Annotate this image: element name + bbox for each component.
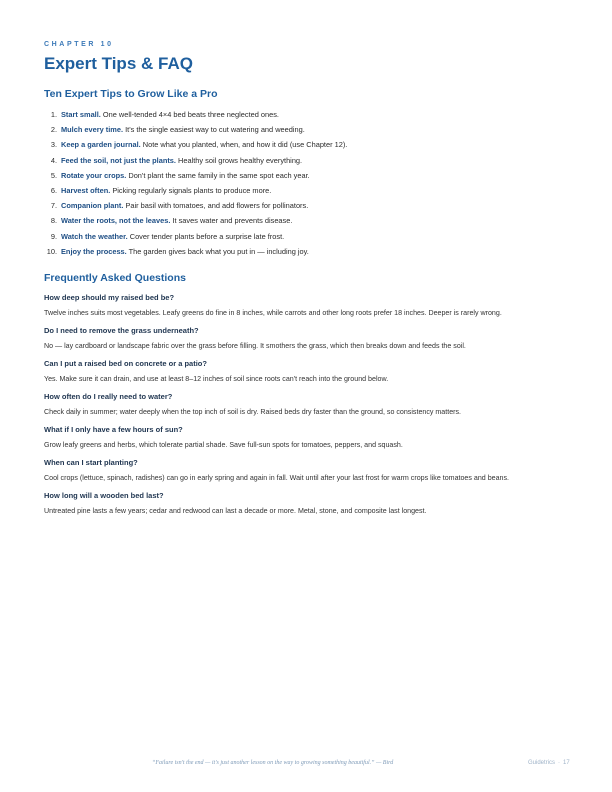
faq-question: What if I only have a few hours of sun?: [44, 425, 183, 435]
footer-quote: “Failure isn't the end — it's just another lesson on the way to growing something beautiful.” — Bird: [152, 760, 394, 766]
tip-heading: Rotate your crops.: [61, 170, 127, 180]
tip-item: [44, 244, 568, 259]
faq-answer: Cool crops (lettuce, spinach, radishes) can go in early spring and again in fall. Wait until after your last frost for warm crops like tomatoes and beans.: [44, 474, 509, 483]
faq-answer: Check daily in summer; water deeply when the top inch of soil is dry. Raised beds dry faster than the ground, so consistency matters.: [44, 408, 462, 417]
tip-item: [44, 229, 568, 244]
faq-answer: No — lay cardboard or landscape fabric over the grass before filling. It smothers the grass, which then breaks down and feeds the soil.: [44, 342, 466, 351]
tip-text: Cover tender plants before a surprise late frost.: [127, 231, 285, 241]
faq-question: Do I need to remove the grass underneath?: [44, 326, 199, 336]
chapter-label: CHAPTER 10: [44, 41, 114, 48]
footer-brand: Guidetrics: [528, 760, 556, 766]
faq-question: How deep should my raised bed be?: [44, 293, 175, 303]
tip-number: 7.: [50, 201, 57, 211]
faq-item: [44, 457, 568, 483]
tip-text: Healthy soil grows healthy everything.: [175, 155, 303, 165]
tip-item: [44, 107, 568, 122]
tip-heading: Enjoy the process.: [61, 246, 127, 256]
tip-item: [44, 153, 568, 168]
tip-heading: Mulch every time.: [61, 125, 124, 135]
tip-text: One well-tended 4×4 bed beats three neglected ones.: [100, 110, 279, 119]
faq-item: [44, 358, 568, 384]
tip-heading: Harvest often.: [61, 186, 111, 196]
tip-text: Note what you planted, when, and how it did (use Chapter 12).: [140, 140, 348, 150]
tip-number: 9.: [50, 231, 57, 241]
faq-answer: Yes. Make sure it can drain, and use at least 8–12 inches of soil since roots can't reach into the ground below.: [44, 375, 389, 384]
tip-heading: Keep a garden journal.: [61, 140, 141, 150]
faq-question: Can I put a raised bed on concrete or a patio?: [44, 359, 207, 369]
footer-separator: ·: [558, 760, 561, 766]
tip-number: 5.: [50, 170, 57, 180]
chapter-title: Expert Tips & FAQ: [44, 54, 193, 73]
tip-heading: Start small.: [61, 110, 101, 119]
tip-item: [44, 213, 568, 228]
tip-number: 10.: [46, 246, 57, 256]
faq-answer: Grow leafy greens and herbs, which tolerate partial shade. Save full-sun spots for tomatoes, peppers, and squash.: [44, 441, 403, 450]
page-number: 17: [563, 760, 570, 766]
tip-number: 4.: [50, 155, 57, 165]
tip-item: [44, 168, 568, 183]
tip-text: It's the single easiest way to cut watering and weeding.: [123, 125, 305, 135]
page-content: [44, 40, 568, 516]
footer-page-info: [528, 760, 570, 766]
tips-section-title: Ten Expert Tips to Grow Like a Pro: [44, 88, 218, 100]
tip-heading: Watch the weather.: [61, 231, 128, 241]
tip-text: Don't plant the same family in the same spot each year.: [126, 170, 310, 180]
faq-item: [44, 292, 568, 318]
tip-item: [44, 122, 568, 137]
tip-number: 3.: [50, 140, 57, 150]
faq-item: [44, 424, 568, 450]
faq-item: [44, 325, 568, 351]
faq-question: When can I start planting?: [44, 458, 138, 468]
tip-text: Picking regularly signals plants to produce more.: [110, 186, 272, 196]
tip-number: 6.: [50, 186, 57, 196]
tip-number: 1.: [50, 110, 57, 119]
tip-text: It saves water and prevents disease.: [170, 216, 293, 226]
tips-list: [44, 107, 568, 259]
faq-question: How often do I really need to water?: [44, 392, 173, 402]
faq-section-title: Frequently Asked Questions: [44, 272, 186, 285]
faq-item: [44, 391, 568, 417]
tip-text: Pair basil with tomatoes, and add flowers for pollinators.: [123, 201, 309, 211]
tip-text: The garden gives back what you put in — including joy.: [126, 246, 309, 256]
faq-item: [44, 490, 568, 516]
tip-item: [44, 137, 568, 152]
faq-answer: Untreated pine lasts a few years; cedar and redwood can last a decade or more. Metal, stone, and composite last longest.: [44, 507, 427, 516]
tip-item: [44, 198, 568, 213]
tip-heading: Feed the soil, not just the plants.: [61, 155, 176, 165]
tip-item: [44, 183, 568, 198]
faq-question: How long will a wooden bed last?: [44, 491, 164, 501]
tip-heading: Companion plant.: [61, 201, 124, 211]
faq-list: [44, 292, 568, 516]
tip-heading: Water the roots, not the leaves.: [61, 216, 171, 226]
faq-answer: Twelve inches suits most vegetables. Leafy greens do fine in 8 inches, while carrots and other long roots prefer 18 inches. Deeper is rarely wrong.: [44, 309, 502, 318]
tip-number: 8.: [50, 216, 57, 226]
tip-number: 2.: [50, 125, 57, 135]
